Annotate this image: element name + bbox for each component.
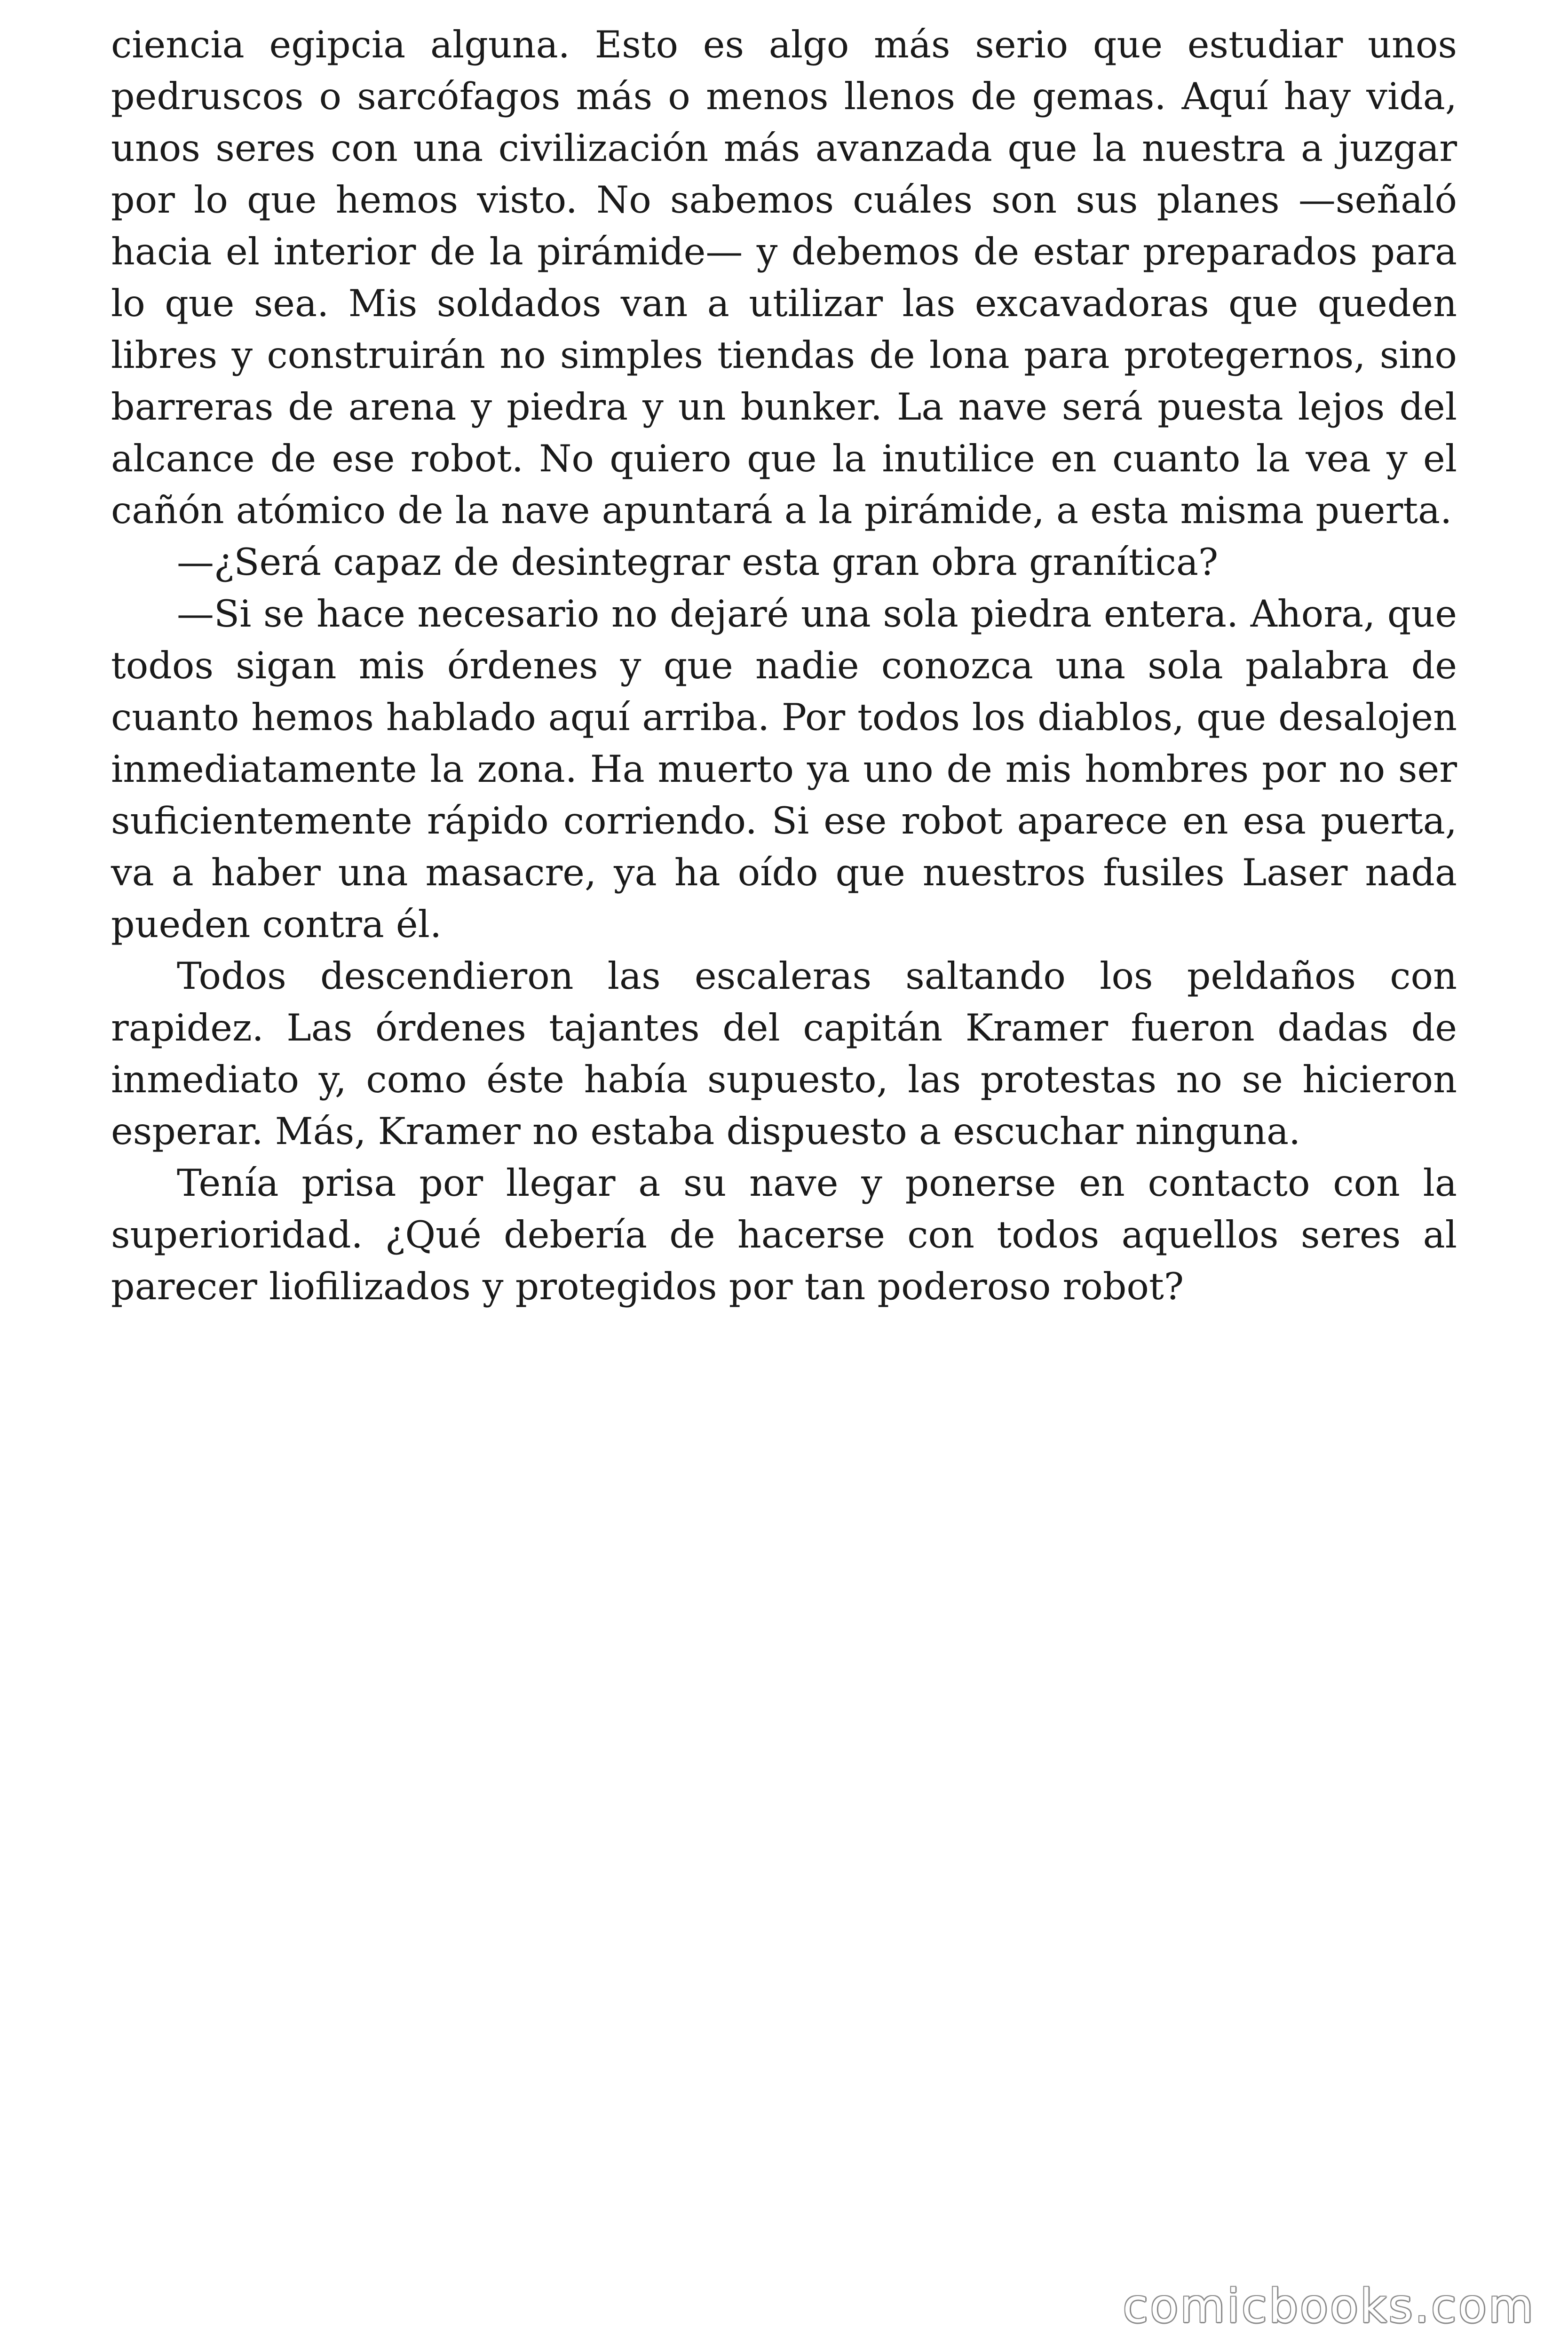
paragraph: ciencia egipcia alguna. Esto es algo más serio que estudiar unos pedruscos o sarcófagos más o menos llenos de gemas. Aquí hay vida, unos seres con una civilización más avanzada que la nuestra a juzgar por lo que hemos visto. No sabemos cuáles son sus planes —señaló hacia el interior de la pirámide— y debemos de estar preparados para lo que sea. Mis soldados van a utilizar las excavadoras que queden libres y construirán no simples tiendas de lona para protegernos, sino barreras de arena y piedra y un bunker. La nave será puesta lejos del alcance de ese robot. No quiero que la inutilice en cuanto la vea y el cañón atómico de la nave apuntará a la pirámide, a esta misma puerta. — [111, 23, 1457, 532]
watermark: comicbooks.com — [1123, 2280, 1535, 2333]
paragraph: —Si se hace necesario no dejaré una sola piedra entera. Ahora, que todos sigan mis órdenes y que nadie conozca una sola palabra de cuanto hemos hablado aquí arriba. Por todos los diablos, que desalojen inmediatamente la zona. Ha muerto ya uno de mis hombres por no ser suficientemente rápido corriendo. Si ese robot aparece en esa puerta, va a haber una masacre, ya ha oído que nuestros fusiles Laser nada pueden contra él. — [111, 592, 1457, 946]
paragraph: Tenía prisa por llegar a su nave y ponerse en contacto con la superioridad. ¿Qué debería de hacerse con todos aquellos seres al parecer liofilizados y protegidos por tan poderoso robot? — [111, 1161, 1457, 1308]
paragraph: Todos descendieron las escaleras saltando los peldaños con rapidez. Las órdenes tajantes del capitán Kramer fueron dadas de inmediato y, como éste había supuesto, las protestas no se hicieron esperar. Más, Kramer no estaba dispuesto a escuchar ninguna. — [111, 954, 1457, 1153]
paragraph: —¿Será capaz de desintegrar esta gran obra granítica? — [177, 540, 1219, 584]
page-text — [111, 19, 1457, 1312]
